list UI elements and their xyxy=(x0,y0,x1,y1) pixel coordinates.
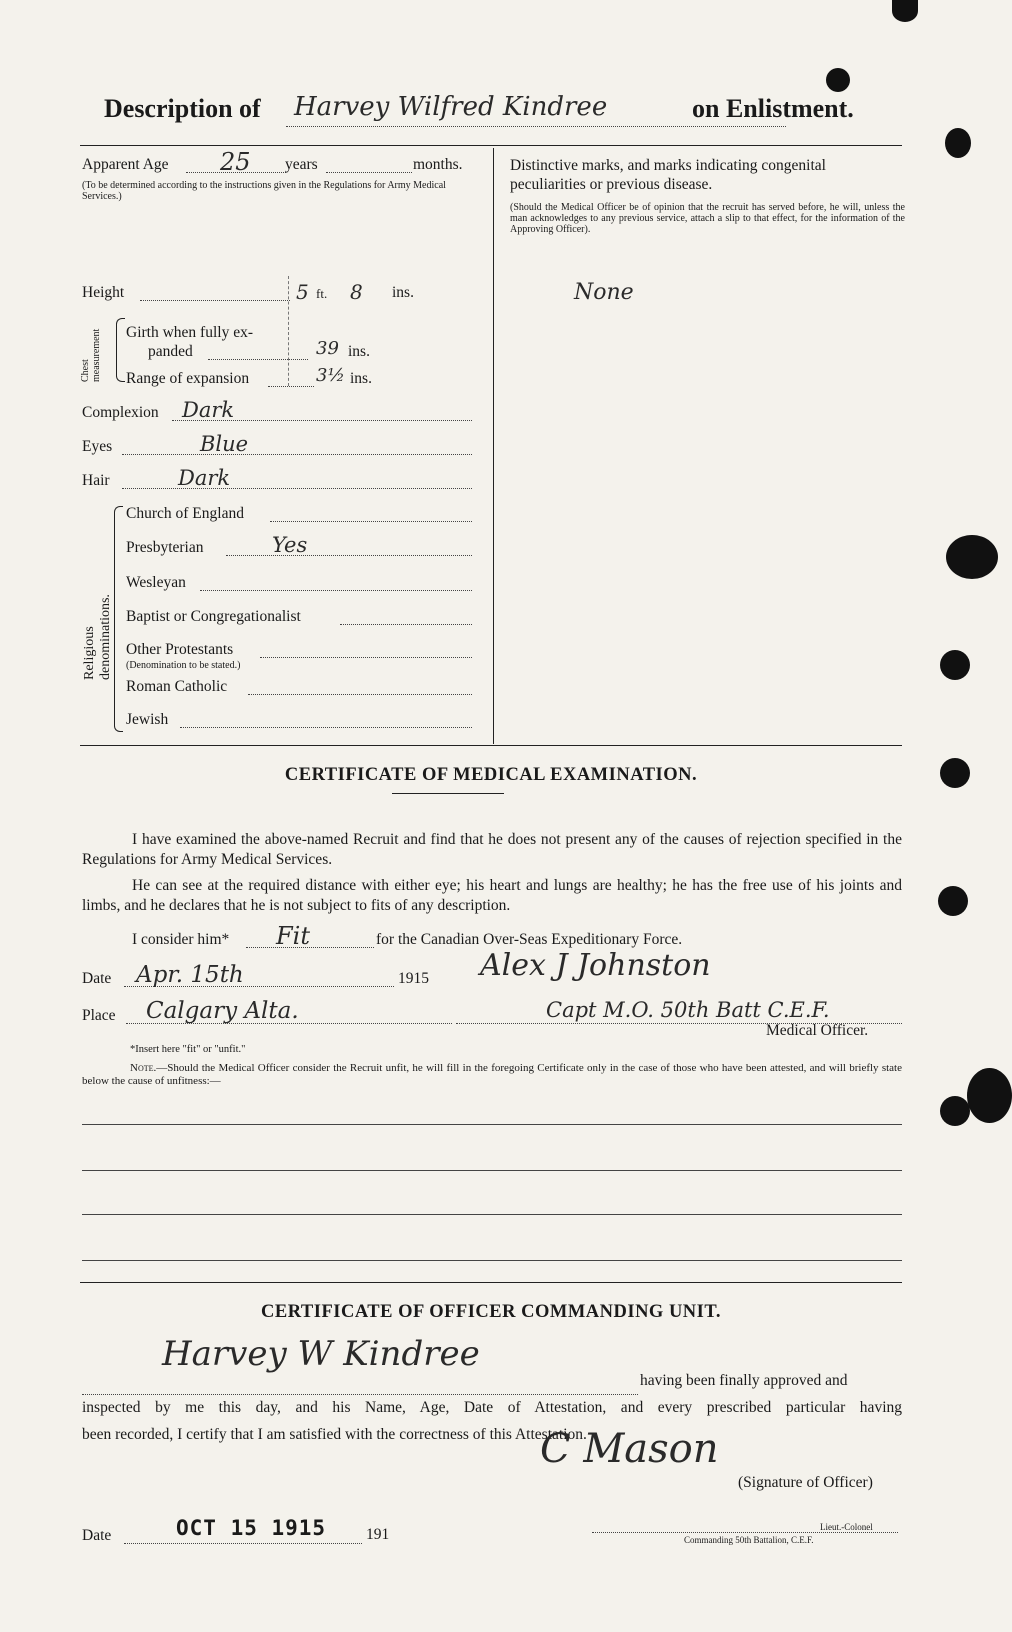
medical-para-1: I have examined the above-named Recruit and find that he does not present any of the causes of rejection specified in the Regulations for Army Medical Services. xyxy=(82,831,902,868)
punch-hole xyxy=(967,1068,1012,1123)
document-title xyxy=(104,92,884,132)
girth-label-1: Girth when fully ex- xyxy=(126,324,253,341)
height-ft-value: 5 xyxy=(296,280,309,304)
distinctive-marks-value: None xyxy=(574,280,634,305)
chest-side-label: Chest measurement xyxy=(80,328,102,382)
ins-label: ins. xyxy=(392,284,414,301)
girth-ins-label: ins. xyxy=(348,343,370,360)
officer-year-printed: 191 xyxy=(366,1526,390,1543)
officer-text-1: having been finally approved and xyxy=(640,1372,848,1389)
distinctive-marks-note: (Should the Medical Officer be of opinion that the recruit has served before, he will, unless the man acknowledges to any previous service, attach a slip to that effect, for the information of the Approving Officer). xyxy=(510,202,905,235)
eyes-label: Eyes xyxy=(82,438,113,455)
top-rule xyxy=(80,145,902,146)
medical-date-label: Date xyxy=(82,970,112,987)
title-suffix: on Enlistment. xyxy=(692,94,854,123)
presbyterian-label: Presbyterian xyxy=(126,539,204,556)
height-label: Height xyxy=(82,284,125,301)
baptist-label: Baptist or Congregationalist xyxy=(126,608,301,625)
presbyterian-value: Yes xyxy=(272,533,308,557)
wesleyan-label: Wesleyan xyxy=(126,574,186,591)
apparent-age-label: Apparent Age xyxy=(82,156,169,173)
fitness-value: Fit xyxy=(276,922,310,950)
punch-hole xyxy=(826,68,850,92)
roman-catholic-label: Roman Catholic xyxy=(126,678,228,695)
unfitness-line xyxy=(82,1214,902,1215)
medical-place-label: Place xyxy=(82,1007,116,1024)
medical-date-value: Apr. 15th xyxy=(136,962,244,988)
height-in-value: 8 xyxy=(350,280,363,304)
other-protestants-note: (Denomination to be stated.) xyxy=(126,660,241,671)
insert-note: *Insert here "fit" or "unfit." xyxy=(130,1044,246,1055)
consider-suffix: for the Canadian Over-Seas Expeditionary Force. xyxy=(376,931,683,948)
unfitness-line xyxy=(82,1170,902,1171)
eyes-value: Blue xyxy=(200,432,249,456)
punch-hole xyxy=(946,535,998,579)
medical-year-printed: 1915 xyxy=(398,970,429,987)
punch-hole xyxy=(945,128,971,158)
religion-side-label: Religious denominations. xyxy=(82,594,113,680)
medical-officer-label: Medical Officer. xyxy=(766,1022,869,1039)
months-label: months. xyxy=(413,156,463,173)
officer-certificate-heading: CERTIFICATE OF OFFICER COMMANDING UNIT. xyxy=(261,1302,721,1322)
years-label: years xyxy=(285,156,318,173)
punch-hole xyxy=(940,650,970,680)
chest-brace xyxy=(116,318,125,382)
range-value: 3½ xyxy=(316,365,345,386)
recruit-name: Harvey Wilfred Kindree xyxy=(294,92,608,122)
medical-place-value: Calgary Alta. xyxy=(146,998,299,1024)
hair-label: Hair xyxy=(82,472,110,489)
punch-hole xyxy=(940,758,970,788)
officer-rank-small-2: Commanding 50th Battalion, C.E.F. xyxy=(684,1535,814,1545)
unfitness-line xyxy=(82,1124,902,1125)
medical-officer-signature: Alex J Johnston xyxy=(480,948,711,983)
officer-date-stamp: OCT 15 1915 xyxy=(176,1516,327,1540)
section-rule xyxy=(80,745,902,746)
recruit-name-signature: Harvey W Kindree xyxy=(162,1334,480,1374)
complexion-value: Dark xyxy=(182,398,235,422)
religion-brace xyxy=(114,506,123,732)
medical-certificate-heading: CERTIFICATE OF MEDICAL EXAMINATION. xyxy=(284,765,698,785)
officer-rank-small-1: Lieut.-Colonel xyxy=(820,1522,873,1532)
apparent-age-value: 25 xyxy=(220,148,251,176)
hair-value: Dark xyxy=(178,466,231,490)
title-prefix: Description of xyxy=(104,94,261,123)
medical-note xyxy=(82,1062,902,1088)
punch-hole xyxy=(892,0,918,22)
note-text: —Should the Medical Officer consider the Recruit unfit, he will fill in the foregoing Certificate only in the case of those who have been attested, and will briefly state below the cause of unfitness:— xyxy=(82,1062,902,1087)
unfitness-line xyxy=(82,1260,902,1261)
punch-hole xyxy=(940,1096,970,1126)
officer-date-label: Date xyxy=(82,1527,112,1544)
column-divider xyxy=(493,148,494,744)
section-rule xyxy=(80,1282,902,1283)
officer-text-3: been recorded, I certify that I am satisfied with the correctness of this Attestation. xyxy=(82,1426,587,1443)
jewish-label: Jewish xyxy=(126,711,169,728)
range-label: Range of expansion xyxy=(126,370,250,387)
complexion-label: Complexion xyxy=(82,404,159,421)
girth-label-2: panded xyxy=(148,343,193,360)
officer-text-2: inspected by me this day, and his Name, Age, Date of Attestation, and every prescribed particular having xyxy=(82,1399,902,1416)
consider-prefix: I consider him* xyxy=(132,931,230,948)
medical-officer-rank: Capt M.O. 50th Batt C.E.F. xyxy=(546,998,830,1022)
ft-label: ft. xyxy=(316,286,328,301)
commanding-officer-signature: C Mason xyxy=(540,1426,719,1472)
girth-value: 39 xyxy=(316,338,339,359)
medical-para-2: He can see at the required distance with either eye; his heart and lungs are healthy; he has the free use of his joints and limbs, and he declares that he is not subject to fits of any description. xyxy=(82,877,902,914)
punch-hole xyxy=(938,886,968,916)
age-note: (To be determined according to the instructions given in the Regulations for Army Medical Services.) xyxy=(82,180,446,202)
church-of-england-label: Church of England xyxy=(126,505,244,522)
other-protestants-label: Other Protestants xyxy=(126,641,234,658)
distinctive-marks-heading: Distinctive marks, and marks indicating congenital peculiarities or previous disease. xyxy=(510,157,826,193)
range-ins-label: ins. xyxy=(350,370,372,387)
note-label: Note. xyxy=(130,1062,157,1074)
signature-of-officer-label: (Signature of Officer) xyxy=(738,1474,873,1491)
